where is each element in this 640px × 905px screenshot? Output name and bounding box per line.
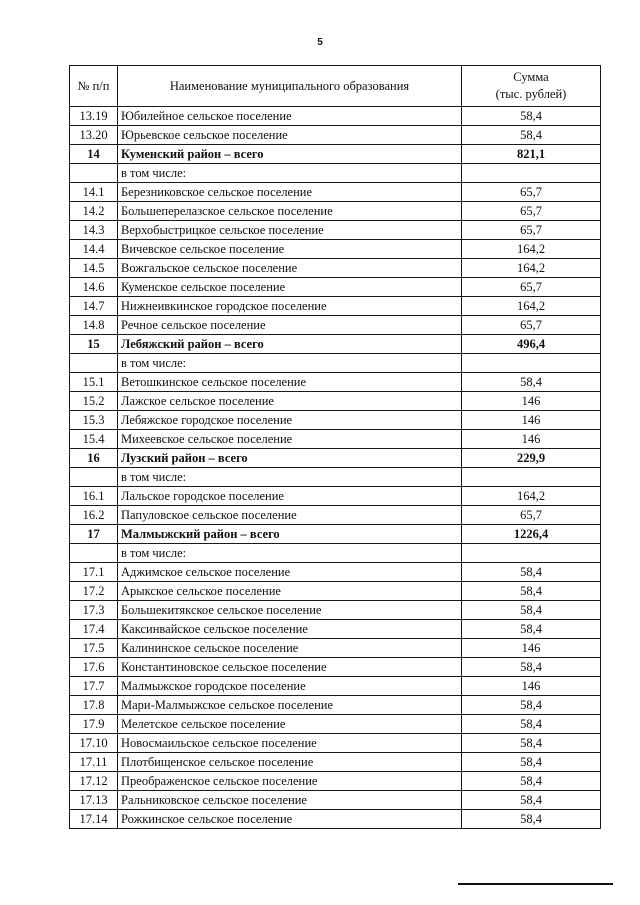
row-sum: 58,4 bbox=[462, 126, 601, 145]
row-name: Ветошкинское сельское поселение bbox=[118, 373, 462, 392]
row-number: 17 bbox=[70, 525, 118, 544]
budget-table bbox=[69, 65, 601, 829]
row-name: в том числе: bbox=[118, 354, 462, 373]
row-name: Калининское сельское поселение bbox=[118, 639, 462, 658]
row-name: Березниковское сельское поселение bbox=[118, 183, 462, 202]
row-name: Юбилейное сельское поселение bbox=[118, 107, 462, 126]
row-number: 14.4 bbox=[70, 240, 118, 259]
table-row bbox=[70, 620, 601, 639]
row-number: 14.1 bbox=[70, 183, 118, 202]
table-row bbox=[70, 411, 601, 430]
row-number: 13.20 bbox=[70, 126, 118, 145]
table-row bbox=[70, 316, 601, 335]
row-sum: 58,4 bbox=[462, 810, 601, 829]
row-sum: 58,4 bbox=[462, 582, 601, 601]
header-sum-line1: Сумма bbox=[513, 70, 549, 84]
row-sum: 58,4 bbox=[462, 791, 601, 810]
table-row bbox=[70, 677, 601, 696]
table-row bbox=[70, 221, 601, 240]
row-name: Новосмаильское сельское поселение bbox=[118, 734, 462, 753]
row-sum: 65,7 bbox=[462, 506, 601, 525]
row-number: 17.6 bbox=[70, 658, 118, 677]
row-name: Лебяжское городское поселение bbox=[118, 411, 462, 430]
row-number: 17.5 bbox=[70, 639, 118, 658]
row-sum bbox=[462, 164, 601, 183]
row-sum: 65,7 bbox=[462, 221, 601, 240]
footer-rule bbox=[458, 883, 613, 885]
row-number: 15.4 bbox=[70, 430, 118, 449]
table-row bbox=[70, 202, 601, 221]
row-name: Плотбищенское сельское поселение bbox=[118, 753, 462, 772]
row-sum: 58,4 bbox=[462, 373, 601, 392]
row-sum: 65,7 bbox=[462, 183, 601, 202]
table-body bbox=[70, 107, 601, 829]
row-name: Мелетское сельское поселение bbox=[118, 715, 462, 734]
page-number: 5 bbox=[317, 37, 323, 48]
row-number: 13.19 bbox=[70, 107, 118, 126]
district-total-row bbox=[70, 525, 601, 544]
table-row bbox=[70, 183, 601, 202]
row-sum: 58,4 bbox=[462, 734, 601, 753]
table-row bbox=[70, 164, 601, 183]
row-number bbox=[70, 354, 118, 373]
row-name: Куменский район – всего bbox=[118, 145, 462, 164]
row-number: 16 bbox=[70, 449, 118, 468]
row-name: в том числе: bbox=[118, 468, 462, 487]
header-number: № п/п bbox=[70, 66, 118, 107]
row-number: 15.1 bbox=[70, 373, 118, 392]
row-sum: 496,4 bbox=[462, 335, 601, 354]
table-row bbox=[70, 563, 601, 582]
row-number: 17.7 bbox=[70, 677, 118, 696]
row-name: Лальское городское поселение bbox=[118, 487, 462, 506]
table-row bbox=[70, 259, 601, 278]
row-number: 15.3 bbox=[70, 411, 118, 430]
table-row bbox=[70, 506, 601, 525]
table-header bbox=[70, 66, 601, 107]
row-number: 17.14 bbox=[70, 810, 118, 829]
row-name: Речное сельское поселение bbox=[118, 316, 462, 335]
row-number: 17.9 bbox=[70, 715, 118, 734]
table-row bbox=[70, 373, 601, 392]
row-number: 17.12 bbox=[70, 772, 118, 791]
row-sum: 164,2 bbox=[462, 240, 601, 259]
row-sum: 146 bbox=[462, 411, 601, 430]
table-row bbox=[70, 734, 601, 753]
row-sum: 1226,4 bbox=[462, 525, 601, 544]
row-sum: 65,7 bbox=[462, 278, 601, 297]
row-number: 14.3 bbox=[70, 221, 118, 240]
row-sum bbox=[462, 354, 601, 373]
row-sum: 229,9 bbox=[462, 449, 601, 468]
header-sum-line2: (тыс. рублей) bbox=[495, 87, 567, 101]
row-name: Арыкское сельское поселение bbox=[118, 582, 462, 601]
table-row bbox=[70, 430, 601, 449]
row-number: 14.8 bbox=[70, 316, 118, 335]
table-row bbox=[70, 715, 601, 734]
row-number: 17.13 bbox=[70, 791, 118, 810]
row-number bbox=[70, 468, 118, 487]
row-sum: 146 bbox=[462, 677, 601, 696]
row-name: Папуловское сельское поселение bbox=[118, 506, 462, 525]
row-name: Нижнеивкинское городское поселение bbox=[118, 297, 462, 316]
district-total-row bbox=[70, 449, 601, 468]
row-sum: 146 bbox=[462, 430, 601, 449]
row-name: Юрьевское сельское поселение bbox=[118, 126, 462, 145]
row-number: 14.2 bbox=[70, 202, 118, 221]
table-row bbox=[70, 753, 601, 772]
table-row bbox=[70, 582, 601, 601]
row-sum bbox=[462, 544, 601, 563]
row-name: Лебяжский район – всего bbox=[118, 335, 462, 354]
row-sum: 58,4 bbox=[462, 563, 601, 582]
row-number: 16.2 bbox=[70, 506, 118, 525]
row-number bbox=[70, 164, 118, 183]
table-row bbox=[70, 639, 601, 658]
table-row bbox=[70, 544, 601, 563]
row-name: Ральниковское сельское поселение bbox=[118, 791, 462, 810]
table-row bbox=[70, 791, 601, 810]
row-name: Вичевское сельское поселение bbox=[118, 240, 462, 259]
district-total-row bbox=[70, 335, 601, 354]
row-name: Куменское сельское поселение bbox=[118, 278, 462, 297]
row-sum: 164,2 bbox=[462, 297, 601, 316]
row-sum: 65,7 bbox=[462, 202, 601, 221]
row-number: 17.10 bbox=[70, 734, 118, 753]
header-row bbox=[70, 66, 601, 107]
table-row bbox=[70, 354, 601, 373]
row-sum: 821,1 bbox=[462, 145, 601, 164]
table-row bbox=[70, 696, 601, 715]
row-number: 14.5 bbox=[70, 259, 118, 278]
row-sum: 58,4 bbox=[462, 620, 601, 639]
table-row bbox=[70, 297, 601, 316]
row-sum: 65,7 bbox=[462, 316, 601, 335]
table-row bbox=[70, 107, 601, 126]
row-name: Константиновское сельское поселение bbox=[118, 658, 462, 677]
table-row bbox=[70, 126, 601, 145]
row-name: Вожгальское сельское поселение bbox=[118, 259, 462, 278]
row-name: Малмыжское городское поселение bbox=[118, 677, 462, 696]
header-sum bbox=[462, 66, 601, 107]
row-name: Верхобыстрицкое сельское поселение bbox=[118, 221, 462, 240]
row-sum: 58,4 bbox=[462, 753, 601, 772]
table-row bbox=[70, 601, 601, 620]
row-sum: 58,4 bbox=[462, 772, 601, 791]
row-number: 14 bbox=[70, 145, 118, 164]
row-number: 17.3 bbox=[70, 601, 118, 620]
row-sum: 164,2 bbox=[462, 259, 601, 278]
district-total-row bbox=[70, 145, 601, 164]
row-name: Михеевское сельское поселение bbox=[118, 430, 462, 449]
row-number: 17.2 bbox=[70, 582, 118, 601]
row-number: 14.7 bbox=[70, 297, 118, 316]
row-name: Мари-Малмыжское сельское поселение bbox=[118, 696, 462, 715]
table-row bbox=[70, 772, 601, 791]
row-name: Преображенское сельское поселение bbox=[118, 772, 462, 791]
row-sum: 58,4 bbox=[462, 107, 601, 126]
row-sum: 146 bbox=[462, 639, 601, 658]
table-row bbox=[70, 240, 601, 259]
header-name: Наименование муниципального образования bbox=[118, 66, 462, 107]
table-row bbox=[70, 278, 601, 297]
table-row bbox=[70, 487, 601, 506]
row-number bbox=[70, 544, 118, 563]
table-row bbox=[70, 810, 601, 829]
row-number: 17.11 bbox=[70, 753, 118, 772]
row-name: в том числе: bbox=[118, 544, 462, 563]
row-number: 17.1 bbox=[70, 563, 118, 582]
row-sum: 58,4 bbox=[462, 601, 601, 620]
row-sum bbox=[462, 468, 601, 487]
row-number: 15.2 bbox=[70, 392, 118, 411]
row-sum: 58,4 bbox=[462, 696, 601, 715]
row-name: Лажское сельское поселение bbox=[118, 392, 462, 411]
row-name: Рожкинское сельское поселение bbox=[118, 810, 462, 829]
row-sum: 164,2 bbox=[462, 487, 601, 506]
row-sum: 146 bbox=[462, 392, 601, 411]
row-number: 14.6 bbox=[70, 278, 118, 297]
row-name: Большекитякское сельское поселение bbox=[118, 601, 462, 620]
row-sum: 58,4 bbox=[462, 715, 601, 734]
row-name: в том числе: bbox=[118, 164, 462, 183]
row-name: Лузский район – всего bbox=[118, 449, 462, 468]
row-name: Большеперелазское сельское поселение bbox=[118, 202, 462, 221]
row-name: Каксинвайское сельское поселение bbox=[118, 620, 462, 639]
row-sum: 58,4 bbox=[462, 658, 601, 677]
row-number: 15 bbox=[70, 335, 118, 354]
row-name: Аджимское сельское поселение bbox=[118, 563, 462, 582]
table-row bbox=[70, 468, 601, 487]
row-name: Малмыжский район – всего bbox=[118, 525, 462, 544]
table-row bbox=[70, 658, 601, 677]
row-number: 17.8 bbox=[70, 696, 118, 715]
row-number: 16.1 bbox=[70, 487, 118, 506]
row-number: 17.4 bbox=[70, 620, 118, 639]
table-row bbox=[70, 392, 601, 411]
